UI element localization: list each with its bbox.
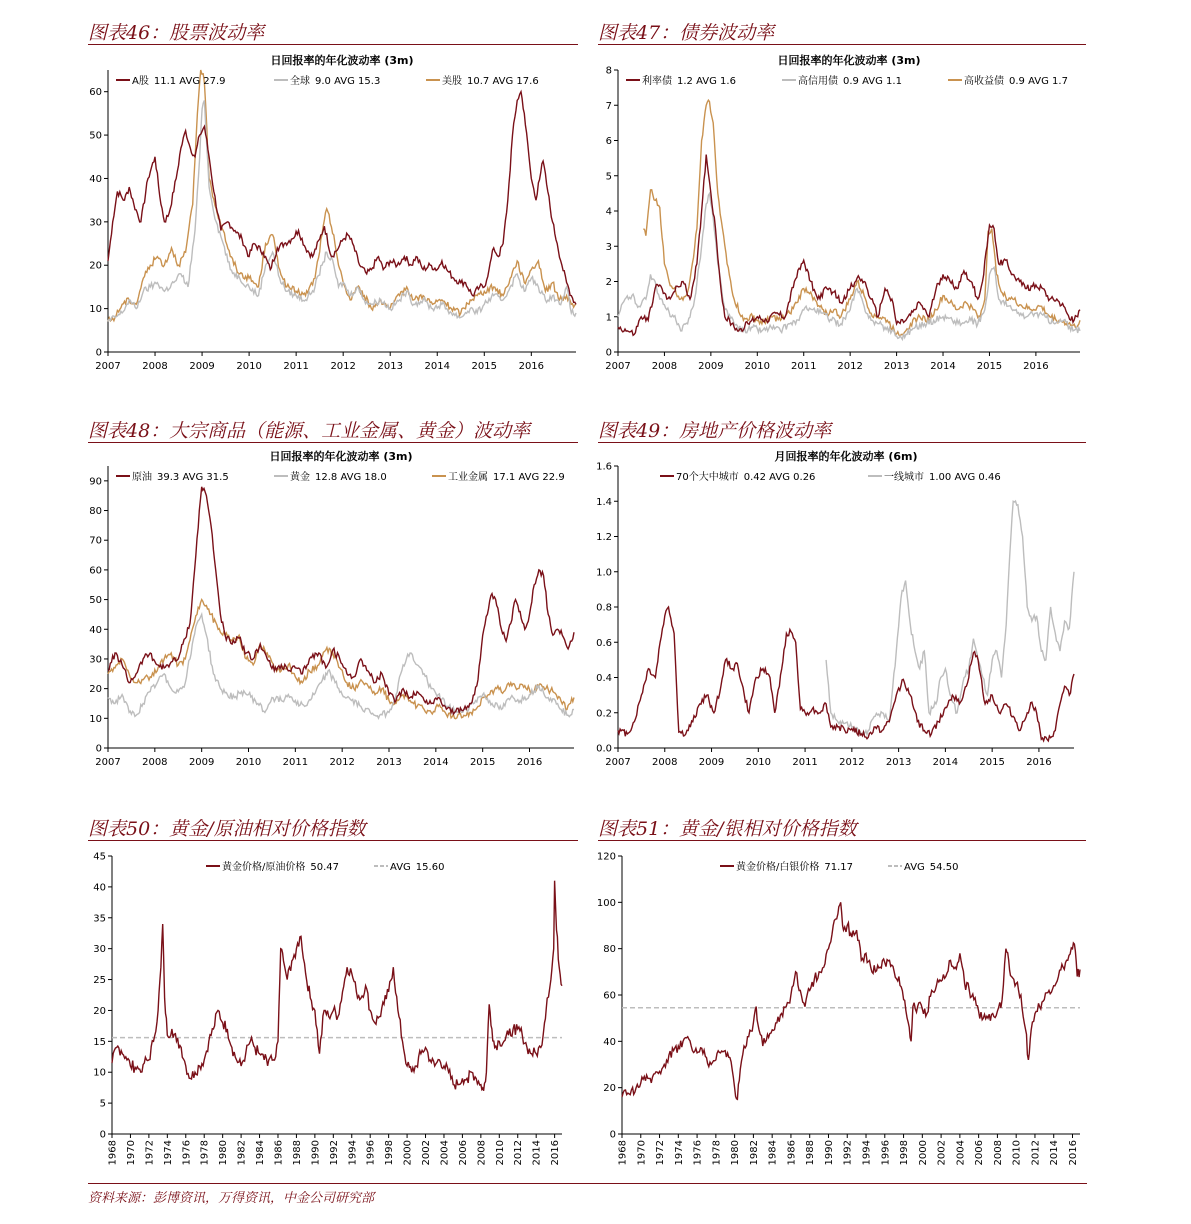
chart-subtitle: 日回报率的年化波动率 (3m) (269, 450, 413, 463)
x-tick-label: 2012 (839, 757, 865, 768)
legend-series-name: 一线城市 (884, 472, 924, 483)
legend-item (274, 74, 380, 87)
x-tick-label: 2007 (95, 361, 121, 372)
legend-label (442, 74, 539, 87)
x-tick-label: 1992 (328, 1140, 340, 1166)
x-tick-label: 2010 (744, 361, 771, 372)
x-tick-label: 1970 (636, 1140, 648, 1166)
y-tick-label: 120 (596, 851, 616, 863)
plot-area (605, 65, 1080, 372)
x-tick-label: 2016 (516, 757, 543, 768)
y-tick-label: 1.4 (596, 496, 612, 508)
x-tick-label: 2013 (377, 361, 403, 372)
series-line (108, 70, 576, 322)
legend-value: 39.3 AVG 31.5 (157, 472, 229, 483)
x-tick-label: 1968 (617, 1140, 629, 1166)
y-tick-label: 20 (89, 684, 102, 696)
x-tick-label: 1988 (805, 1140, 817, 1166)
y-tick-label: 35 (93, 913, 106, 925)
x-tick-label: 2011 (792, 757, 818, 768)
legend-value: 0.42 AVG 0.26 (743, 472, 816, 483)
y-tick-label: 10 (93, 1067, 106, 1079)
x-tick-label: 2016 (1026, 757, 1052, 768)
series-line (644, 100, 1081, 336)
x-tick-label: 1998 (899, 1140, 911, 1166)
x-tick-label: 2011 (283, 361, 309, 372)
legend (116, 470, 565, 483)
y-tick-label: 70 (89, 535, 102, 547)
x-tick-label: 2015 (976, 361, 1003, 372)
x-tick-label: 1990 (310, 1140, 322, 1166)
legend (660, 470, 1001, 483)
x-tick-label: 2006 (974, 1140, 986, 1166)
x-tick-label: 2012 (329, 757, 355, 768)
x-tick-label: 1994 (861, 1140, 873, 1166)
x-tick-label: 1984 (255, 1140, 267, 1166)
y-tick-label: 2 (605, 277, 612, 288)
plot-area (93, 851, 562, 1166)
chart-title: 图表46：股票波动率 (88, 22, 265, 44)
x-tick-label: 1986 (786, 1140, 798, 1166)
x-tick-label: 2013 (376, 757, 402, 768)
x-tick-label: 2012 (513, 1140, 525, 1166)
legend-label (884, 470, 1001, 483)
y-tick-label: 30 (89, 217, 102, 229)
y-tick-label: 5 (605, 171, 612, 183)
y-tick-label: 0 (95, 347, 102, 359)
series-line (108, 487, 574, 714)
y-tick-label: 50 (89, 130, 102, 142)
y-tick-label: 3 (605, 241, 612, 253)
series-line (622, 902, 1080, 1099)
y-tick-label: 8 (605, 65, 612, 77)
title-rule (598, 840, 1086, 841)
legend-label (290, 470, 387, 483)
x-tick-label: 2002 (421, 1140, 433, 1166)
y-tick-label: 5 (99, 1098, 106, 1110)
y-tick-label: 90 (89, 476, 102, 488)
legend-label (904, 862, 958, 873)
y-tick-label: 30 (89, 654, 102, 666)
legend-item (948, 74, 1068, 87)
x-tick-label: 2008 (652, 757, 678, 768)
legend-item (660, 470, 815, 483)
legend-item (626, 74, 736, 87)
legend-series-name: 利率债 (642, 76, 672, 87)
title-rule (88, 442, 578, 443)
x-tick-label: 2007 (605, 757, 631, 768)
plot-area (89, 466, 574, 768)
legend-item (868, 470, 1001, 483)
x-tick-label: 1968 (107, 1140, 119, 1166)
x-tick-label: 2008 (651, 361, 678, 372)
x-tick-label: 1980 (730, 1140, 742, 1166)
legend-value: 0.9 AVG 1.7 (1009, 76, 1068, 87)
y-tick-label: 60 (89, 565, 102, 577)
x-tick-label: 1998 (384, 1140, 396, 1166)
y-tick-label: 6 (605, 136, 612, 147)
x-tick-label: 2009 (698, 757, 725, 768)
legend-series-name: A股 (132, 76, 149, 87)
chart-panel-stock-volatility (88, 18, 578, 390)
legend-series-name: 黄金价格/原油价格 (222, 862, 306, 873)
x-tick-label: 1996 (365, 1140, 377, 1166)
x-tick-label: 2012 (837, 361, 863, 372)
legend-label (736, 860, 853, 873)
x-tick-label: 2016 (550, 1140, 562, 1166)
x-tick-label: 2000 (402, 1140, 414, 1166)
legend-series-name: 黄金价格/白银价格 (736, 862, 820, 873)
legend (116, 74, 539, 87)
legend-item (374, 862, 444, 873)
y-tick-label: 40 (89, 624, 102, 636)
x-tick-label: 2012 (330, 361, 356, 372)
x-tick-label: 2010 (494, 1140, 506, 1166)
y-tick-label: 1.2 (596, 532, 612, 543)
legend-label (642, 74, 736, 87)
x-tick-label: 2016 (1023, 361, 1049, 372)
y-tick-label: 80 (89, 506, 102, 518)
x-tick-label: 2008 (476, 1140, 488, 1166)
legend (206, 860, 444, 873)
legend-series-name: AVG (390, 862, 411, 873)
legend (626, 74, 1068, 87)
y-tick-label: 80 (603, 944, 616, 956)
chart-panel-gold-oil-ratio (88, 814, 578, 1174)
x-tick-label: 2014 (1049, 1140, 1061, 1166)
y-tick-label: 0 (605, 347, 612, 359)
legend-value: 15.60 (415, 862, 445, 873)
source-note: 资料来源：彭博资讯，万得资讯，中金公司研究部 (88, 1191, 375, 1206)
chart-subtitle: 日回报率的年化波动率 (3m) (270, 54, 414, 67)
legend-value: 54.50 (929, 862, 959, 873)
x-tick-label: 2013 (885, 757, 912, 768)
chart-subtitle: 日回报率的年化波动率 (3m) (777, 54, 921, 67)
y-tick-label: 50 (89, 595, 102, 607)
x-tick-label: 2009 (188, 757, 215, 768)
legend-item (116, 75, 226, 87)
x-tick-label: 2002 (936, 1140, 948, 1166)
y-tick-label: 0.8 (596, 602, 612, 614)
title-rule (88, 840, 578, 841)
x-tick-label: 1994 (347, 1140, 359, 1166)
x-tick-label: 2004 (439, 1140, 451, 1166)
legend-label (132, 470, 229, 483)
series-line (618, 193, 1080, 339)
x-tick-label: 2016 (518, 361, 545, 372)
chart-title: 图表49：房地产价格波动率 (598, 420, 832, 442)
legend-series-name: 全球 (290, 76, 310, 87)
y-tick-label: 0.4 (596, 673, 612, 684)
legend-label (676, 470, 815, 483)
plot-area (596, 851, 1080, 1166)
series-line (112, 881, 562, 1091)
title-rule (598, 44, 1086, 45)
x-tick-label: 1982 (236, 1140, 248, 1166)
x-tick-label: 2004 (955, 1140, 967, 1166)
legend-value: 12.8 AVG 18.0 (315, 472, 387, 483)
chart-title: 图表48：大宗商品（能源、工业金属、黄金）波动率 (88, 420, 531, 442)
title-rule (88, 44, 578, 45)
legend-item (782, 74, 902, 87)
legend-series-name: 工业金属 (448, 472, 488, 483)
legend-item (274, 470, 387, 483)
chart-subtitle: 月回报率的年化波动率 (6m) (774, 450, 918, 463)
x-tick-label: 2009 (698, 361, 724, 372)
legend-value: 9.0 AVG 15.3 (315, 76, 381, 87)
legend-value: 10.7 AVG 17.6 (467, 76, 539, 87)
chart-panel-property-volatility (598, 416, 1088, 788)
y-tick-label: 60 (603, 990, 616, 1002)
legend-label (132, 75, 226, 87)
legend-value: 17.1 AVG 22.9 (493, 472, 565, 483)
chart-panel-bond-volatility (598, 18, 1088, 390)
legend-series-name: 70个大中城市 (676, 472, 739, 483)
x-tick-label: 2011 (282, 757, 309, 768)
legend-label (964, 74, 1068, 87)
x-tick-label: 1980 (218, 1140, 230, 1166)
x-tick-label: 2013 (883, 361, 910, 372)
plot-area (89, 70, 576, 372)
x-tick-label: 1988 (291, 1140, 303, 1166)
x-tick-label: 2000 (917, 1140, 929, 1166)
x-tick-label: 2011 (791, 361, 817, 372)
y-tick-label: 1 (605, 312, 612, 324)
legend-label (798, 74, 902, 87)
legend-item (720, 860, 853, 873)
y-tick-label: 60 (89, 87, 102, 99)
y-tick-label: 25 (93, 975, 106, 987)
x-tick-label: 2015 (469, 757, 496, 768)
legend-label (290, 74, 380, 87)
legend-value: 1.00 AVG 0.46 (929, 472, 1001, 483)
x-tick-label: 1986 (273, 1140, 285, 1166)
x-tick-label: 2009 (189, 361, 215, 372)
y-tick-label: 0.2 (596, 708, 612, 720)
legend-series-name: AVG (904, 862, 925, 873)
legend-item (888, 862, 958, 873)
legend-item (116, 470, 229, 483)
y-tick-label: 0 (609, 1129, 616, 1141)
y-tick-label: 7 (605, 100, 612, 112)
x-tick-label: 1990 (823, 1140, 835, 1166)
x-tick-label: 2008 (142, 757, 168, 768)
title-rule (598, 442, 1086, 443)
y-tick-label: 45 (93, 851, 106, 863)
y-tick-label: 40 (89, 173, 102, 185)
chart-title: 图表50：黄金/原油相对价格指数 (88, 818, 366, 840)
x-tick-label: 2014 (423, 757, 449, 768)
y-tick-label: 10 (89, 713, 102, 725)
legend-item (432, 470, 565, 483)
x-tick-label: 2010 (1011, 1140, 1023, 1166)
chart-panel-gold-silver-ratio (598, 814, 1088, 1174)
legend (720, 860, 958, 873)
x-tick-label: 1970 (125, 1140, 137, 1166)
y-tick-label: 0.6 (596, 637, 612, 649)
x-tick-label: 1978 (199, 1140, 211, 1166)
x-tick-label: 1984 (767, 1140, 779, 1166)
x-tick-label: 1996 (880, 1140, 892, 1166)
legend-label (222, 860, 339, 873)
y-tick-label: 0 (99, 1129, 106, 1141)
y-tick-label: 0 (95, 743, 102, 755)
legend-series-name: 黄金 (290, 472, 310, 483)
y-tick-label: 0.0 (596, 743, 612, 755)
chart-title: 图表47：债券波动率 (598, 22, 775, 44)
y-tick-label: 20 (89, 260, 102, 272)
y-tick-label: 10 (89, 304, 102, 316)
legend-value: 71.17 (824, 862, 854, 873)
y-tick-label: 100 (596, 897, 616, 909)
legend-label (390, 862, 444, 873)
y-tick-label: 40 (603, 1036, 616, 1048)
y-tick-label: 1.6 (596, 461, 612, 473)
y-tick-label: 4 (605, 206, 612, 218)
chart-title: 图表51：黄金/银相对价格指数 (598, 818, 857, 840)
plot-area (596, 461, 1074, 768)
x-tick-label: 2012 (1030, 1140, 1042, 1166)
y-tick-label: 20 (603, 1083, 616, 1095)
legend-item (426, 74, 539, 87)
x-tick-label: 2014 (424, 361, 450, 372)
x-tick-label: 2015 (471, 361, 498, 372)
x-tick-label: 2007 (605, 361, 631, 372)
x-tick-label: 2015 (979, 757, 1005, 768)
x-tick-label: 2014 (932, 757, 959, 768)
x-tick-label: 1974 (162, 1140, 174, 1166)
x-tick-label: 2016 (1067, 1140, 1079, 1166)
x-tick-label: 2010 (235, 757, 262, 768)
legend-value: 1.2 AVG 1.6 (677, 76, 736, 87)
x-tick-label: 2010 (745, 757, 772, 768)
legend-series-name: 高收益债 (964, 76, 1004, 87)
x-tick-label: 2008 (142, 361, 168, 372)
x-tick-label: 2014 (930, 361, 956, 372)
x-tick-label: 2006 (457, 1140, 469, 1166)
x-tick-label: 1976 (692, 1140, 704, 1166)
x-tick-label: 1978 (711, 1140, 723, 1166)
x-tick-label: 1982 (748, 1140, 760, 1166)
footer-rule (88, 1183, 1087, 1184)
legend-value: 11.1 AVG 27.9 (153, 76, 226, 87)
x-tick-label: 2010 (236, 361, 262, 372)
x-tick-label: 2008 (992, 1140, 1004, 1166)
x-tick-label: 1976 (181, 1140, 193, 1166)
legend-series-name: 美股 (442, 76, 462, 87)
y-tick-label: 1.0 (596, 567, 612, 579)
y-tick-label: 30 (93, 944, 106, 956)
x-tick-label: 1992 (842, 1140, 854, 1166)
x-tick-label: 2014 (531, 1140, 543, 1166)
legend-value: 0.9 AVG 1.1 (843, 76, 902, 87)
legend-value: 50.47 (310, 862, 340, 873)
y-tick-label: 40 (93, 882, 106, 894)
y-tick-label: 20 (93, 1005, 106, 1017)
legend-series-name: 原油 (132, 472, 152, 483)
x-tick-label: 1972 (655, 1140, 667, 1166)
legend-label (448, 470, 565, 483)
x-tick-label: 1972 (144, 1140, 156, 1166)
chart-panel-commodity-volatility (88, 416, 578, 788)
series-line (108, 92, 576, 305)
y-tick-label: 15 (93, 1036, 106, 1048)
x-tick-label: 1974 (673, 1140, 685, 1166)
x-tick-label: 2007 (95, 757, 121, 768)
legend-series-name: 高信用债 (798, 76, 838, 87)
legend-item (206, 860, 339, 873)
